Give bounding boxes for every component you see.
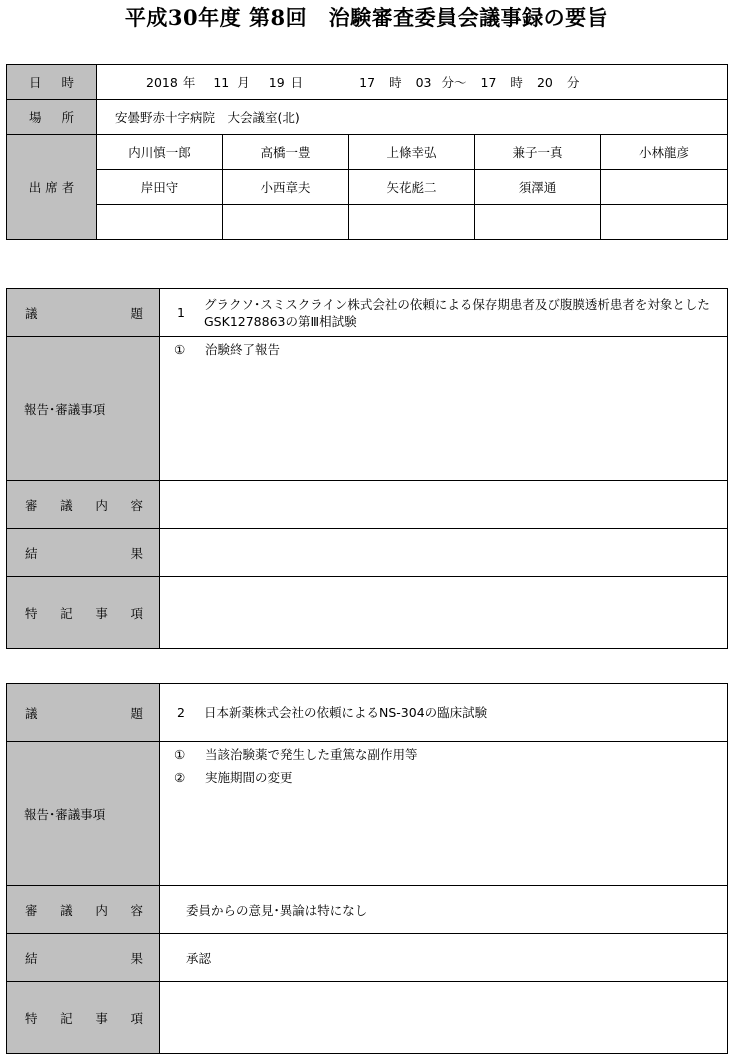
report-item: ② 実施期間の変更: [174, 770, 293, 785]
attendee: [97, 205, 223, 240]
deliberation-label: 審 議 内 容: [7, 481, 160, 529]
notes-label: 特 記 事 項: [7, 577, 160, 649]
attendee: 上條幸弘: [349, 135, 475, 170]
subject-number: 1: [177, 305, 185, 320]
attendee: 内川慎一郎: [97, 135, 223, 170]
subject-label: 議 題: [7, 684, 160, 742]
attendee: [223, 205, 349, 240]
subject-label: 議 題: [7, 289, 160, 337]
attendee: [475, 205, 601, 240]
attendee: [601, 170, 728, 205]
attendee: 兼子一真: [475, 135, 601, 170]
place-label: 場 所: [7, 100, 97, 135]
result-value: 承認: [160, 934, 728, 982]
report-item: ① 当該治験薬で発生した重篤な副作用等: [174, 747, 418, 762]
attendee: 小西章夫: [223, 170, 349, 205]
deliberation-value: [160, 481, 728, 529]
report-items: [160, 337, 728, 481]
result-value: [160, 529, 728, 577]
result-label: 結 果: [7, 529, 160, 577]
report-items: [160, 742, 728, 886]
deliberation-label: 審 議 内 容: [7, 886, 160, 934]
deliberation-value: 委員からの意見･異論は特になし: [160, 886, 728, 934]
subject-value: [160, 684, 728, 742]
result-label: 結 果: [7, 934, 160, 982]
attendee: [349, 205, 475, 240]
agenda-table-1: [6, 288, 728, 649]
subject-number: 2: [177, 705, 185, 720]
attendees-label: 出 席 者: [7, 135, 97, 240]
attendee: 小林龍彦: [601, 135, 728, 170]
date-label: 日 時: [7, 65, 97, 100]
notes-value: [160, 982, 728, 1054]
report-item: ① 治験終了報告: [174, 342, 281, 357]
attendee: 矢花彪二: [349, 170, 475, 205]
report-label: 報告･審議事項: [7, 742, 160, 886]
meeting-info-table: [6, 64, 728, 240]
place-value: 安曇野赤十字病院 大会議室(北): [97, 100, 728, 135]
date-value: 2018 年 11 月 19 日 17 時 03 分～ 17 時 20 分: [97, 65, 728, 100]
notes-label: 特 記 事 項: [7, 982, 160, 1054]
attendee: 須澤通: [475, 170, 601, 205]
subject-value: [160, 289, 728, 337]
notes-value: [160, 577, 728, 649]
report-label: 報告･審議事項: [7, 337, 160, 481]
page-title: 平成30年度 第8回 治験審査委員会議事録の要旨: [124, 5, 609, 30]
subject-text: グラクソ･スミスクライン株式会社の依頼による保存期患者及び腹膜透析患者を対象としたGSK1278863の第Ⅲ相試験: [204, 296, 710, 329]
subject-text: 日本新薬株式会社の依頼によるNS-304の臨床試験: [204, 705, 488, 720]
attendee: [601, 205, 728, 240]
agenda-table-2: [6, 683, 728, 1054]
attendee: 高橋一豊: [223, 135, 349, 170]
attendee: 岸田守: [97, 170, 223, 205]
